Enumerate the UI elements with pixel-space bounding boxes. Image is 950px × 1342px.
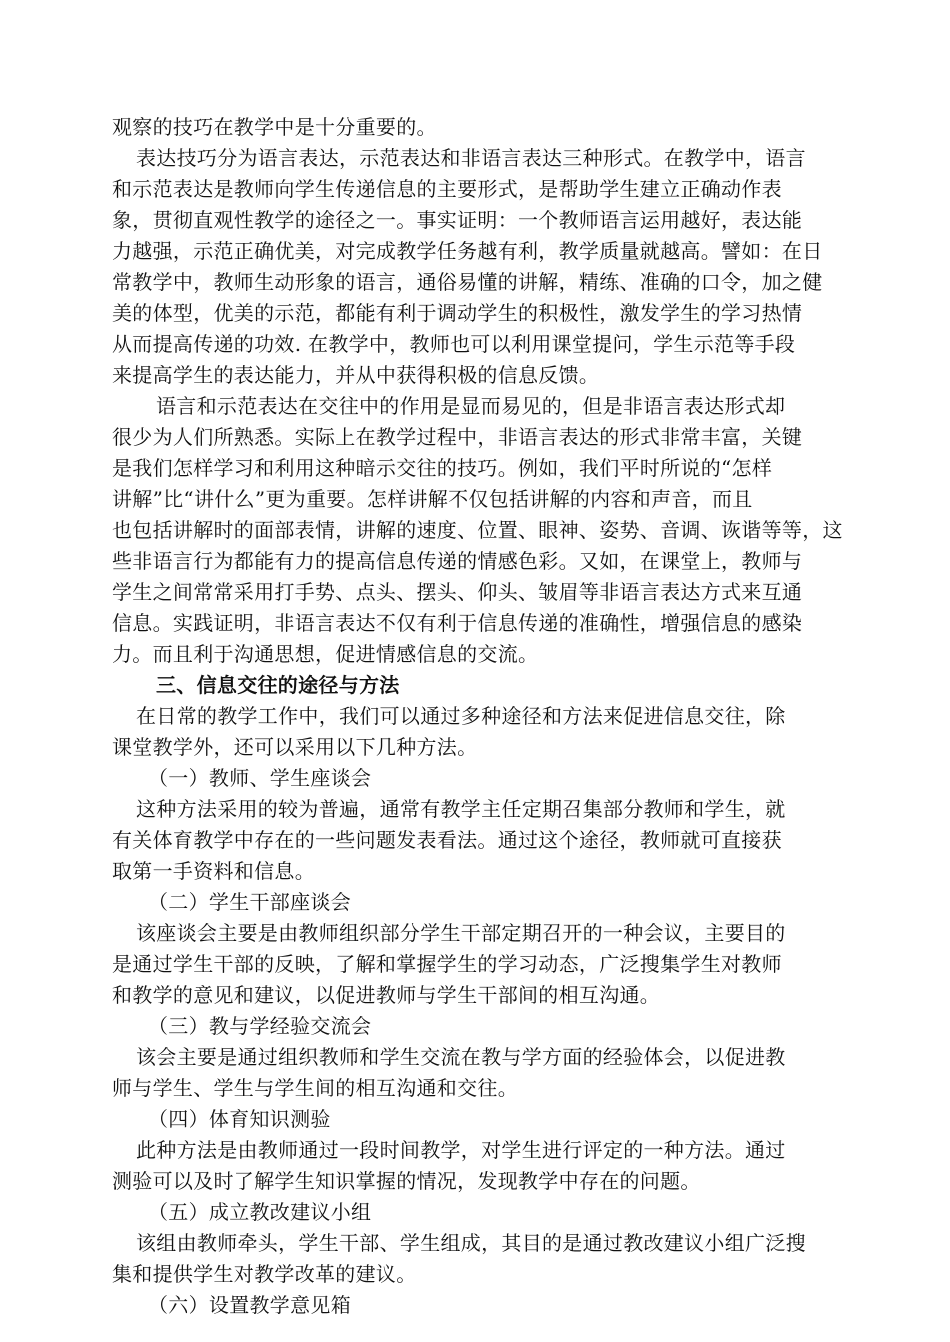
- text-line: 来提高学生的表达能力，并从中获得积极的信息反馈。: [112, 363, 600, 387]
- text-line: 和示范表达是教师向学生传递信息的主要形式，是帮助学生建立正确动作表: [112, 177, 782, 201]
- text-line: 是我们怎样学习和利用这种暗示交往的技巧。例如，我们平时所说的“怎样: [112, 456, 773, 480]
- paragraph-start-line: 语言和示范表达在交往中的作用是显而易见的，但是非语言表达形式却: [156, 394, 786, 418]
- subsection-heading: （三）教与学经验交流会: [148, 1014, 372, 1038]
- subsection-heading: （五）成立教改建议小组: [148, 1200, 372, 1224]
- text-line: 很少为人们所熟悉。实际上在教学过程中，非语言表达的形式非常丰富，关键: [112, 425, 803, 449]
- subsection-heading: （六）设置教学意见箱: [148, 1293, 351, 1317]
- text-line: 力越强，示范正确优美，对完成教学任务越有利，教学质量就越高。譬如：在日: [112, 239, 823, 263]
- paragraph-start-line: 此种方法是由教师通过一段时间教学，对学生进行评定的一种方法。通过: [136, 1138, 786, 1162]
- document-page: [112, 112, 843, 1321]
- text-line: 有关体育教学中存在的一些问题发表看法。通过这个途径，教师就可直接获: [112, 828, 782, 852]
- section-heading: 三、信息交往的途径与方法: [156, 673, 400, 697]
- text-line: 讲解”比“讲什么”更为重要。怎样讲解不仅包括讲解的内容和声音，而且: [112, 487, 753, 511]
- text-line: 取第一手资料和信息。: [112, 859, 315, 883]
- text-line: 力。而且利于沟通思想，促进情感信息的交流。: [112, 642, 539, 666]
- text-line: 是通过学生干部的反映，了解和掌握学生的学习动态，广泛搜集学生对教师: [112, 952, 782, 976]
- text-line: 学生之间常常采用打手势、点头、摆头、仰头、皱眉等非语言表达方式来互通: [112, 580, 803, 604]
- text-line: 些非语言行为都能有力的提高信息传递的情感色彩。又如，在课堂上，教师与: [112, 549, 803, 573]
- paragraph-start-line: 在日常的教学工作中，我们可以通过多种途径和方法来促进信息交往，除: [136, 704, 786, 728]
- paragraph-start-line: 这种方法采用的较为普遍，通常有教学主任定期召集部分教师和学生，就: [136, 797, 786, 821]
- text-line: 和教学的意见和建议，以促进教师与学生干部间的相互沟通。: [112, 983, 661, 1007]
- text-line: 信息。实践证明，非语言表达不仅有利于信息传递的准确性，增强信息的感染: [112, 611, 803, 635]
- subsection-heading: （四）体育知识测验: [148, 1107, 331, 1131]
- text-line: 常教学中，教师生动形象的语言，通俗易懂的讲解，精练、准确的口令，加之健: [112, 270, 823, 294]
- subsection-heading: （二）学生干部座谈会: [148, 890, 351, 914]
- text-line: 集和提供学生对教学改革的建议。: [112, 1262, 417, 1286]
- text-line: 从而提高传递的功效. 在教学中，教师也可以利用课堂提问，学生示范等手段: [112, 332, 796, 356]
- paragraph-start-line: 该座谈会主要是由教师组织部分学生干部定期召开的一种会议，主要目的: [136, 921, 786, 945]
- text-line: 师与学生、学生与学生间的相互沟通和交往。: [112, 1076, 518, 1100]
- text-line: 也包括讲解时的面部表情，讲解的速度、位置、眼神、姿势、音调、诙谐等等，这: [112, 518, 843, 542]
- text-line: 观察的技巧在教学中是十分重要的。: [112, 115, 437, 139]
- paragraph-start-line: 表达技巧分为语言表达，示范表达和非语言表达三种形式。在教学中，语言: [136, 146, 806, 170]
- text-line: 测验可以及时了解学生知识掌握的情况，发现教学中存在的问题。: [112, 1169, 701, 1193]
- text-line: 象，贯彻直观性教学的途径之一。事实证明：一个教师语言运用越好，表达能: [112, 208, 803, 232]
- paragraph-start-line: 该会主要是通过组织教师和学生交流在教与学方面的经验体会，以促进教: [136, 1045, 786, 1069]
- paragraph-start-line: 该组由教师牵头，学生干部、学生组成，其目的是通过教改建议小组广泛搜: [136, 1231, 806, 1255]
- subsection-heading: （一）教师、学生座谈会: [148, 766, 372, 790]
- text-line: 课堂教学外，还可以采用以下几种方法。: [112, 735, 478, 759]
- text-line: 美的体型，优美的示范，都能有利于调动学生的积极性，激发学生的学习热情: [112, 301, 803, 325]
